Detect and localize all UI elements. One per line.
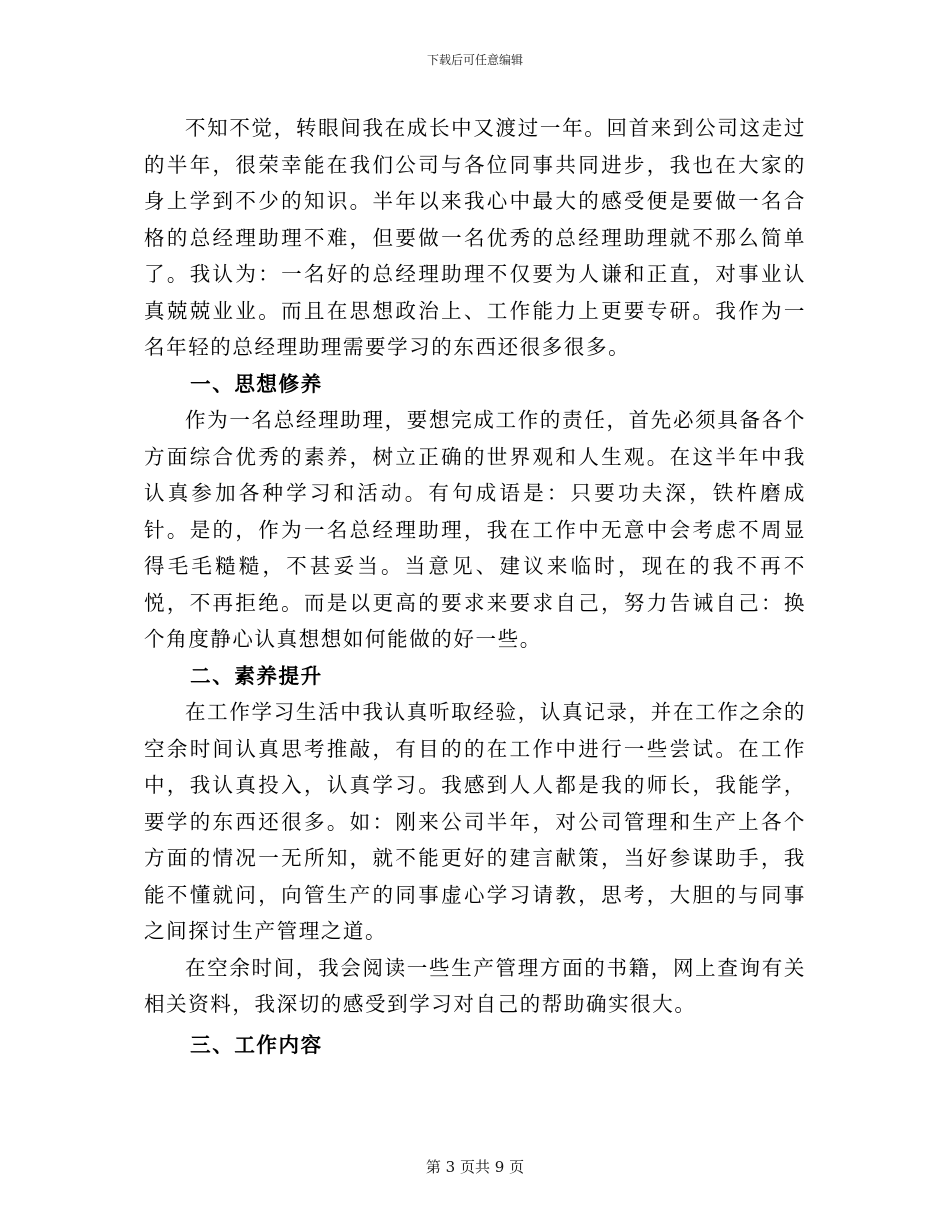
section-heading-2: 二、素养提升 [190, 663, 323, 688]
page-number: 第 3 页共 9 页 [425, 1158, 525, 1176]
page-header: 下载后可任意编辑 [426, 53, 523, 67]
intro-paragraph: 不知不觉，转眼间我在成长中又渡过一年。回首来到公司这走过的半年，很荣幸能在我们公司与各位同事共同进步，我也在大家的身上学到不少的知识。半年以来我心中最大的感受便是要做一名合格的总经理助理不难，但要做一名优秀的总经理助理就不那么简单了。我认为：一名好的总经理助理不仅要为人谦和正直，对事业认真兢兢业业。而且在思想政治上、工作能力上更要专研。我作为一名年轻的总经理助理需要学习的东西还很多很多。 [144, 116, 806, 359]
section-paragraph-2a: 在工作学习生活中我认真听取经验，认真记录，并在工作之余的空余时间认真思考推敲，有目的的在工作中进行一些尝试。在工作中，我认真投入，认真学习。我感到人人都是我的师长，我能学，要学的东西还很多。如：刚来公司半年，对公司管理和生产上各个方面的情况一无所知，就不能更好的建言献策，当好参谋助手，我能不懂就问，向管生产的同事虚心学习请教，思考，大胆的与同事之间探讨生产管理之道。 [144, 700, 806, 943]
section-paragraph-1: 作为一名总经理助理，要想完成工作的责任，首先必须具备各个方面综合优秀的素养，树立正确的世界观和人生观。在这半年中我认真参加各种学习和活动。有句成语是：只要功夫深，铁杵磨成针。是的，作为一名总经理助理，我在工作中无意中会考虑不周显得毛毛糙糙，不甚妥当。当意见、建议来临时，现在的我不再不悦，不再拒绝。而是以更高的要求来要求自己，努力告诫自己：换个角度静心认真想想如何能做的好一些。 [144, 408, 806, 651]
section-paragraph-2b: 在空余时间，我会阅读一些生产管理方面的书籍，网上查询有关相关资料，我深切的感受到学习对自己的帮助确实很大。 [144, 955, 806, 1016]
section-heading-1: 一、思想修养 [190, 371, 323, 396]
document-body [144, 110, 806, 1063]
section-heading-3: 三、工作内容 [190, 1032, 323, 1057]
